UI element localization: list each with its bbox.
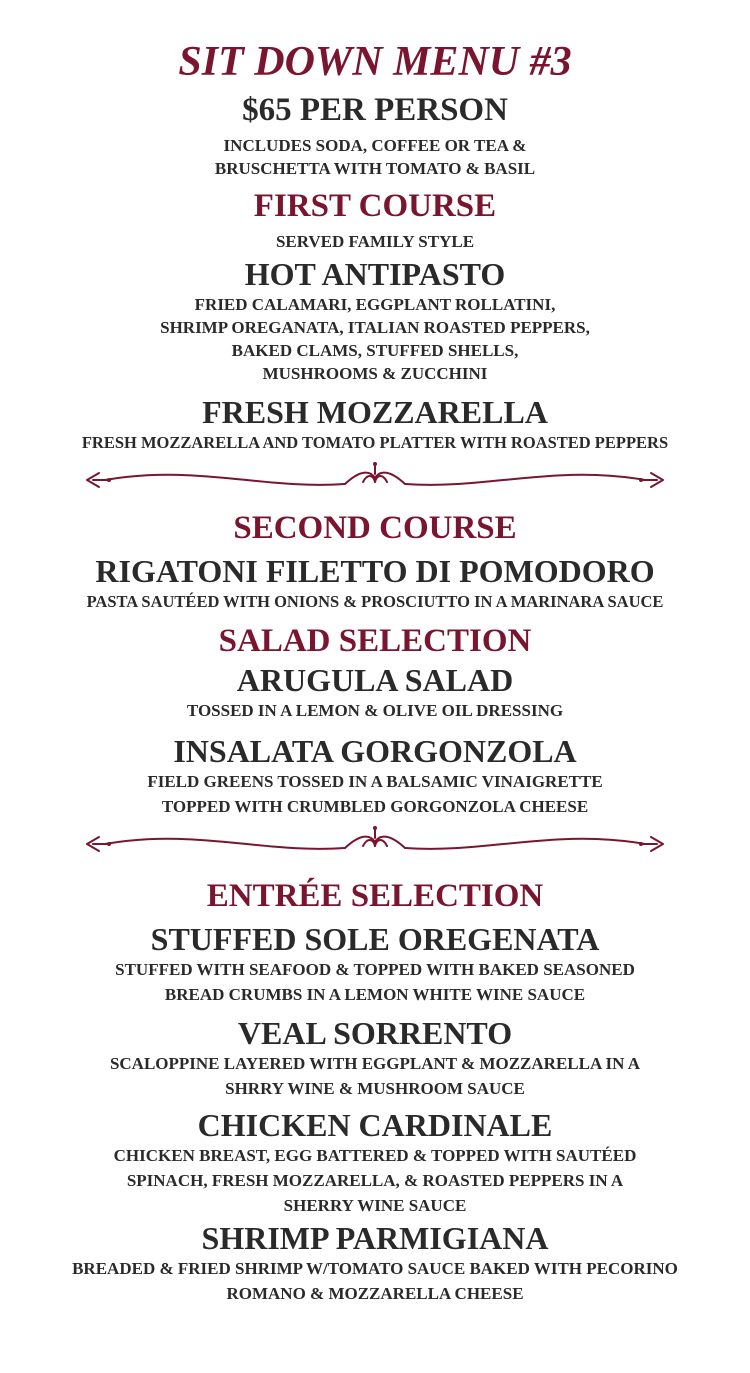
description-line: CHICKEN BREAST, EGG BATTERED & TOPPED WITH SAUTÉED [113, 1146, 637, 1165]
includes-line: INCLUDES SODA, COFFEE OR TEA & [223, 136, 527, 155]
description-line: SHRRY WINE & MUSHROOM SAUCE [225, 1079, 525, 1098]
description-line: BAKED CLAMS, STUFFED SHELLS, [231, 341, 519, 360]
dish-name: ARUGULA SALAD [236, 662, 514, 698]
description-line: TOSSED IN A LEMON & OLIVE OIL DRESSING [186, 701, 564, 720]
description-line: SHERRY WINE SAUCE [283, 1196, 467, 1215]
description-line: FRESH MOZZARELLA AND TOMATO PLATTER WITH ROASTED PEPPERS [81, 433, 669, 452]
dish-description [0, 1144, 750, 1217]
dish-name: SHRIMP PARMIGIANA [201, 1220, 549, 1256]
dish-description [0, 590, 750, 613]
description-line: SHRIMP OREGANATA, ITALIAN ROASTED PEPPERS, [160, 318, 590, 337]
description-line: BREADED & FRIED SHRIMP W/TOMATO SAUCE BAKED WITH PECORINO [72, 1259, 678, 1278]
description-line: ROMANO & MOZZARELLA CHEESE [226, 1284, 524, 1303]
description-line: MUSHROOMS & ZUCCHINI [262, 364, 488, 383]
dish-description [0, 293, 750, 385]
dish-description [0, 770, 750, 818]
ornamental-flourish-divider-icon [75, 824, 675, 864]
description-line: TOPPED WITH CRUMBLED GORGONZOLA CHEESE [161, 797, 589, 816]
dish-description [0, 958, 750, 1006]
price-per-person: $65 PER PERSON [242, 92, 508, 128]
dish-description [0, 431, 750, 454]
dish-name: RIGATONI FILETTO DI POMODORO [95, 553, 655, 589]
dish-description [0, 699, 750, 722]
description-line: FIELD GREENS TOSSED IN A BALSAMIC VINAIGRETTE [147, 772, 603, 791]
dish-description [0, 1257, 750, 1305]
menu-title: SIT DOWN MENU #3 [178, 39, 572, 85]
dish-name: HOT ANTIPASTO [244, 256, 506, 292]
dish-name: FRESH MOZZARELLA [202, 394, 548, 430]
dish-name: VEAL SORRENTO [237, 1015, 513, 1051]
description-line: PASTA SAUTÉED WITH ONIONS & PROSCIUTTO IN A MARINARA SAUCE [86, 592, 664, 611]
dish-name: INSALATA GORGONZOLA [173, 733, 577, 769]
includes-text [0, 134, 750, 180]
second-course-heading: SECOND COURSE [233, 510, 517, 546]
description-line: SPINACH, FRESH MOZZARELLA, & ROASTED PEPPERS IN A [126, 1171, 624, 1190]
description-line: FRIED CALAMARI, EGGPLANT ROLLATINI, [194, 295, 556, 314]
description-line: BREAD CRUMBS IN A LEMON WHITE WINE SAUCE [164, 985, 586, 1004]
first-course-note: SERVED FAMILY STYLE [275, 232, 475, 251]
ornamental-flourish-divider-icon [75, 460, 675, 500]
dish-description [0, 1052, 750, 1100]
description-line: STUFFED WITH SEAFOOD & TOPPED WITH BAKED SEASONED [115, 960, 635, 979]
dish-name: STUFFED SOLE OREGENATA [150, 921, 600, 957]
first-course-heading: FIRST COURSE [253, 188, 497, 224]
description-line: SCALOPPINE LAYERED WITH EGGPLANT & MOZZARELLA IN A [109, 1054, 641, 1073]
dish-name: CHICKEN CARDINALE [197, 1107, 553, 1143]
salad-selection-heading: SALAD SELECTION [218, 623, 532, 659]
includes-line: BRUSCHETTA WITH TOMATO & BASIL [214, 159, 536, 178]
entree-selection-heading: ENTRÉE SELECTION [206, 878, 544, 914]
